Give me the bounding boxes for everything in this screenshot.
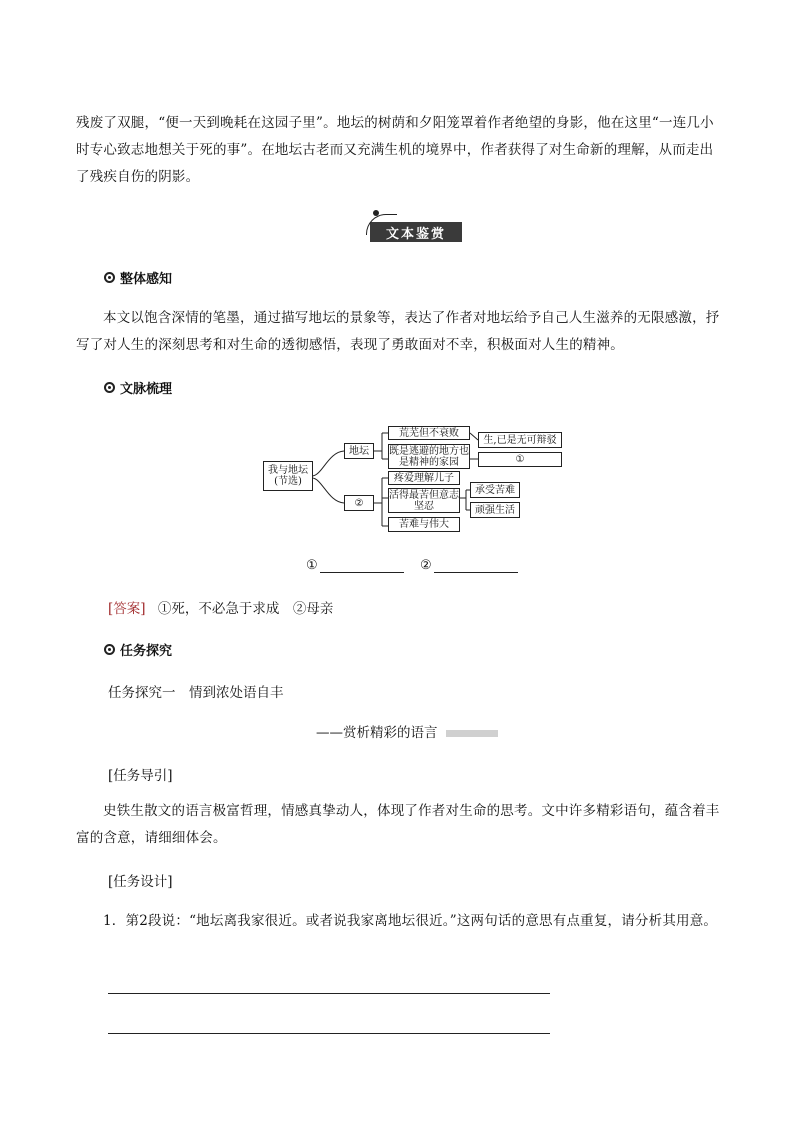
structure-heading-label: 文脉梳理 [120,381,173,397]
task-title: 任务探究一 情到浓处语自丰 [108,685,284,701]
diagram-b1-item-1: 荒芜但不衰败 [388,426,470,440]
bullet-circle-icon [104,644,115,655]
task-guide-text: 史铁生散文的语言极富哲理，情感真挚动人，体现了作者对生命的思考。文中许多精彩语句，蕴含着丰富的含意，请细细体会。 [76,803,720,846]
overall-paragraph: 本文以饱含深情的笔墨，通过描写地坛的景象等，表达了作者对地坛给予自己人生滋养的无限感激，抒写了对人生的深刻思考和对生命的透彻感悟，表现了勇敢面对不幸，积极面对人生的精神。 [76,310,720,353]
diagram-b1-outcome-1: 生,已是无可辩驳 [478,432,562,448]
task-guide-label: [任务导引] [108,768,173,784]
answer-line-2[interactable] [108,1033,550,1034]
diagram-b2-outcome-2: 顽强生活 [470,502,520,518]
answer-line [108,597,333,617]
banner-title: 文本鉴赏 [385,226,446,242]
task-heading-label: 任务探究 [120,643,173,659]
intro-paragraph: 残废了双腿，“便一天到晚耗在这园子里”。地坛的树荫和夕阳笼罩着作者绝望的身影，他在这里“一连几小时专心致志地想关于死的事”。在地坛古老而又充满生机的境界中，作者获得了对生命新的理解，从而走出了残疾自伤的阴影。 [76,115,714,185]
answer-text: ①死，不必急于求成 ②母亲 [157,601,334,617]
answer-line-1[interactable] [108,993,550,994]
subtitle-grey-bar [446,730,498,737]
blank-2-line [434,558,518,573]
diagram-b1-outcome-2: ① [478,452,562,467]
task-subtitle-text: ——赏析精彩的语言 [316,725,438,741]
diagram-b2-item-1: 疼爱理解儿子 [388,471,460,485]
blank-1-line [320,558,404,573]
blank-2-label: ② [420,558,432,573]
diagram-b2-item-3: 苦难与伟大 [388,517,460,532]
diagram-b1-item-2: 既是逃避的地方也是精神的家园 [389,445,469,468]
task-subtitle [316,721,498,741]
diagram-branch2-node: ② [344,495,374,511]
question-1: 1．第2段说：“地坛离我家很近。或者说我家离地坛很近。”这两句话的意思有点重复，请分析其用意。 [103,913,718,929]
blank-1-label: ① [306,558,318,573]
blank-1 [306,558,404,573]
diagram-branch1-node: 地坛 [344,443,374,459]
structure-diagram [0,0,794,560]
task-heading [104,638,172,660]
task-design-label: [任务设计] [108,874,173,890]
diagram-b2-outcome-1: 承受苦难 [470,482,520,498]
diagram-root-node: 我与地坛(节选) [263,461,313,491]
overall-heading-label: 整体感知 [120,271,173,287]
answer-tag: [答案] [108,601,146,617]
blank-2 [420,558,518,573]
diagram-b2-item-2: 活得最苦但意志坚忍 [389,489,459,512]
